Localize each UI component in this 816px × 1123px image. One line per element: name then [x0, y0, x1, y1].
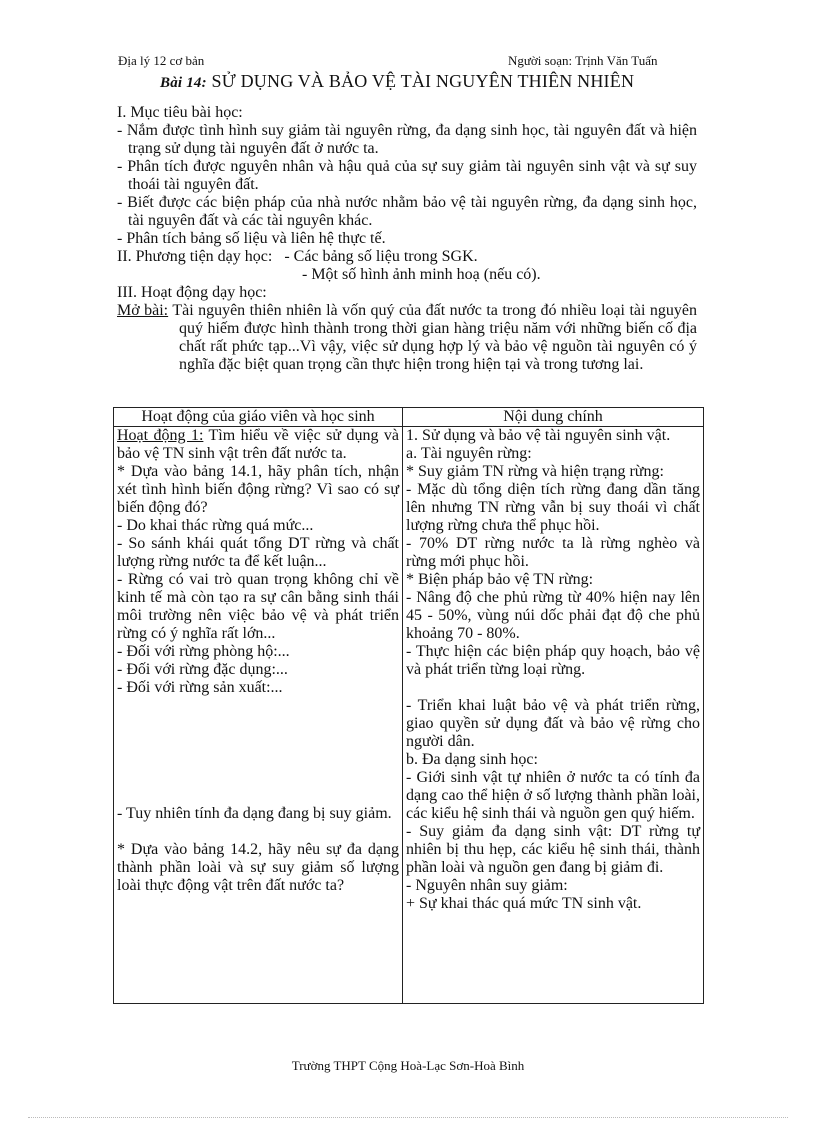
page-footer: Trường THPT Cộng Hoà-Lạc Sơn-Hoà Bình: [291, 1058, 525, 1073]
activity-label: Hoạt động 1:: [117, 427, 204, 444]
content-item: * Suy giảm TN rừng và hiện trạng rừng:: [406, 463, 664, 480]
table-header-activities: Hoạt động của giáo viên và học sinh: [114, 408, 403, 427]
teaching-aids-heading: II. Phương tiện dạy học:: [117, 248, 273, 265]
table-header-content: Nội dung chính: [403, 408, 704, 427]
activity-note: - Rừng có vai trò quan trọng không chỉ về kinh tế mà còn tạo ra sự cân bằng sinh thái môi trường nên việc bảo vệ và phát triển rừng có ý nghĩa rất lớn...: [117, 571, 399, 642]
activity-note: - Đối với rừng sản xuất:...: [117, 679, 283, 696]
teaching-aid-item: - Các bảng số liệu trong SGK.: [284, 248, 478, 265]
objective-item: - Phân tích bảng số liệu và liên hệ thực tế.: [117, 230, 386, 247]
table-header-row: [114, 408, 704, 427]
activity-text: Tìm hiểu về việc sử dụng và bảo vệ TN sinh vật trên đất nước ta.: [117, 427, 400, 462]
header-subject: Địa lý 12 cơ bản: [118, 53, 205, 68]
content-item: - Suy giảm đa dạng sinh vật: DT rừng tự nhiên bị thu hẹp, các kiểu hệ sinh thái, thành phần loài và nguồn gen đang bị giảm đi.: [406, 823, 700, 876]
content-item: - 70% DT rừng nước ta là rừng nghèo và rừng mới phục hồi.: [406, 535, 700, 570]
activities-section: [117, 284, 697, 374]
content-item: * Biện pháp bảo vệ TN rừng:: [406, 571, 594, 588]
intro-label: Mở bài:: [117, 302, 169, 319]
objectives-heading: I. Mục tiêu bài học:: [117, 104, 243, 121]
activity-note: - Đối với rừng phòng hộ:...: [117, 643, 290, 660]
page-title: [160, 71, 634, 92]
question-2: * Dựa vào bảng 14.2, hãy nêu sự đa dạng thành phần loài và sự suy giảm số lượng loài thực động vật trên đất nước ta?: [117, 841, 399, 894]
objective-item: - Phân tích được nguyên nhân và hậu quả của sự suy giảm tài nguyên sinh vật và sự suy thoái tài nguyên đất.: [117, 158, 697, 193]
lesson-number: Bài 14:: [160, 75, 207, 91]
objectives-section: [117, 104, 697, 248]
page-divider: [28, 1117, 788, 1118]
content-item: - Triển khai luật bảo vệ và phát triển rừng, giao quyền sử dụng đất và bảo vệ rừng cho người dân.: [406, 697, 700, 750]
content-cell: [403, 427, 704, 1004]
objective-item: - Biết được các biện pháp của nhà nước nhằm bảo vệ tài nguyên rừng, đa dạng sinh học, tài nguyên đất và các tài nguyên khác.: [117, 194, 697, 229]
objective-item: - Nắm được tình hình suy giảm tài nguyên rừng, đa dạng sinh học, tài nguyên đất và hiện trạng sử dụng tài nguyên đất ở nước ta.: [117, 122, 697, 157]
content-item: - Nâng độ che phủ rừng từ 40% hiện nay lên 45 - 50%, vùng núi dốc phải đạt độ che phủ khoảng 70 - 80%.: [406, 589, 700, 642]
activity-1: [117, 427, 399, 463]
activity-note: - Do khai thác rừng quá mức...: [117, 517, 314, 534]
intro-paragraph: [117, 302, 697, 374]
lesson-title: SỬ DỤNG VÀ BẢO VỆ TÀI NGUYÊN THIÊN NHIÊN: [211, 71, 635, 91]
content-item: - Giới sinh vật tự nhiên ở nước ta có tính đa dạng cao thể hiện ở số lượng thành phần loài, các kiểu hệ sinh thái và nguồn gen quý hiếm.: [406, 769, 700, 822]
teaching-aid-item: - Một số hình ảnh minh hoạ (nếu có).: [302, 266, 541, 283]
content-heading: 1. Sử dụng và bảo vệ tài nguyên sinh vật.: [406, 427, 671, 444]
teaching-aids-line-1: [117, 248, 697, 266]
intro-text: Tài nguyên thiên nhiên là vốn quý của đất nước ta trong đó nhiều loại tài nguyên quý hiếm được hình thành trong thời gian hàng triệu năm với những biến cố địa chất rất phức tạp...Vì vậy, việc sử dụng hợp lý và bảo vệ nguồn tài nguyên có ý nghĩa đặc biệt quan trọng cần thực hiện trong hiện tại và trong tương lai.: [172, 302, 697, 373]
header-author: Người soạn: Trịnh Văn Tuấn: [508, 53, 658, 68]
content-subheading: a. Tài nguyên rừng:: [406, 445, 532, 462]
lesson-table: [113, 407, 704, 1004]
content-item: - Nguyên nhân suy giảm:: [406, 877, 568, 894]
activity-note: - So sánh khái quát tổng DT rừng và chất lượng rừng nước ta để kết luận...: [117, 535, 399, 570]
question-1: * Dựa vào bảng 14.1, hãy phân tích, nhận xét tình hình biến động rừng? Vì sao có sự biến động đó?: [117, 463, 399, 516]
content-subheading: b. Đa dạng sinh học:: [406, 751, 538, 768]
content-item: - Mặc dù tổng diện tích rừng đang dần tăng lên nhưng TN rừng vẫn bị suy thoái vì chất lượng rừng chưa thể phục hồi.: [406, 481, 700, 534]
teaching-aids-section: [117, 248, 697, 284]
content-item: - Thực hiện các biện pháp quy hoạch, bảo vệ và phát triển từng loại rừng.: [406, 643, 700, 678]
content-item: + Sự khai thác quá mức TN sinh vật.: [406, 895, 642, 912]
activities-heading: III. Hoạt động dạy học:: [117, 284, 267, 301]
activity-note: - Tuy nhiên tính đa dạng đang bị suy giảm.: [117, 805, 392, 822]
activity-note: - Đối với rừng đặc dụng:...: [117, 661, 288, 678]
activities-cell: [114, 427, 403, 1004]
table-row: [114, 427, 704, 1004]
